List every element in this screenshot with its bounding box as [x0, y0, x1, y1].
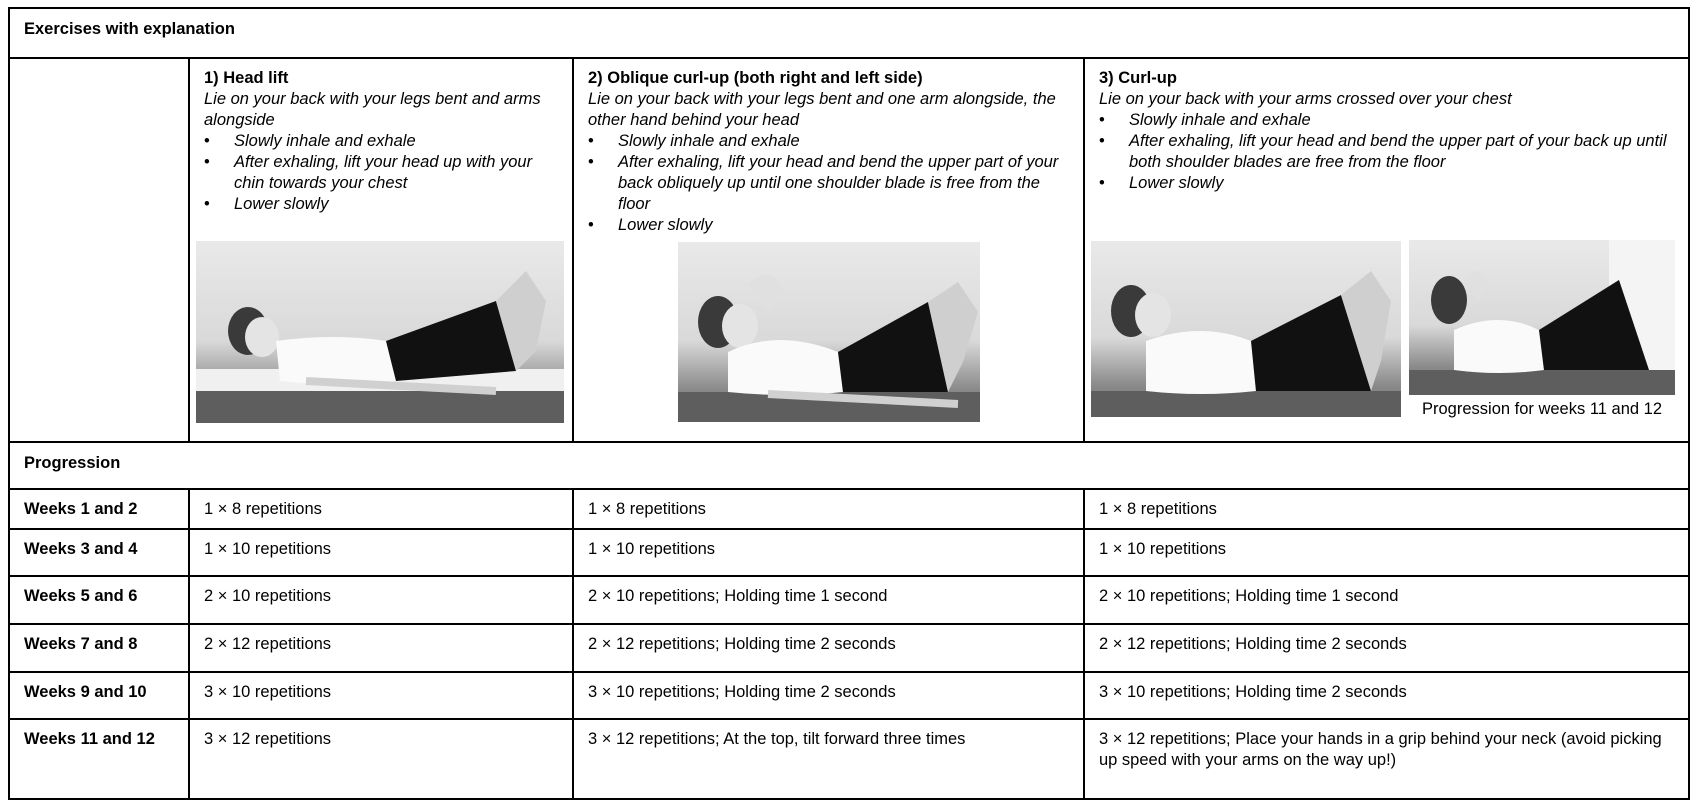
exercise-row: [9, 58, 1689, 442]
exercise-2-cell: [573, 58, 1084, 442]
exercise-1-intro: Lie on your back with your legs bent and arms alongside: [204, 90, 541, 129]
person-curl-up-illustration: [1091, 241, 1401, 417]
table-row: [9, 624, 1689, 672]
cell-value: 3 × 12 repetitions; Place your hands in a grip behind your neck (avoid picking up speed with your arms on the way up!): [1099, 730, 1662, 769]
cell-value: 2 × 12 repetitions: [204, 635, 332, 653]
table-cell: [189, 529, 573, 576]
table-cell: [189, 672, 573, 719]
progression-title: Progression: [24, 454, 121, 472]
cell-value: 3 × 10 repetitions; Holding time 2 seconds: [588, 683, 896, 701]
cell-value: 1 × 10 repetitions: [204, 540, 332, 558]
exercise-1-title: 1) Head lift: [204, 69, 289, 87]
table-cell: [573, 489, 1084, 529]
cell-value: 1 × 10 repetitions: [1099, 540, 1227, 558]
cell-value: 2 × 10 repetitions; Holding time 1 second: [588, 587, 888, 605]
table-cell: [1084, 719, 1689, 799]
cell-value: 2 × 10 repetitions; Holding time 1 second: [1099, 587, 1399, 605]
exercise-1-step: • After exhaling, lift your head up with your chin towards your chest: [204, 152, 558, 194]
weeks-label: Weeks 9 and 10: [24, 683, 147, 701]
cell-value: 1 × 10 repetitions: [588, 540, 716, 558]
table-cell: [189, 489, 573, 529]
exercise-3-photo: [1091, 241, 1401, 417]
cell-value: 2 × 12 repetitions; Holding time 2 seconds: [588, 635, 896, 653]
table-cell: [573, 719, 1084, 799]
person-oblique-illustration: [678, 242, 980, 422]
exercise-1-step: • Slowly inhale and exhale: [204, 131, 558, 152]
exercise-table: [8, 7, 1690, 800]
table-cell: [573, 576, 1084, 624]
weeks-label-cell: [9, 624, 189, 672]
cell-value: 3 × 10 repetitions: [204, 683, 332, 701]
cell-value: 3 × 10 repetitions; Holding time 2 seconds: [1099, 683, 1407, 701]
weeks-label: Weeks 7 and 8: [24, 635, 138, 653]
exercise-2-steps: [588, 131, 1069, 236]
progression-header-row: [9, 442, 1689, 489]
exercise-2-title: 2) Oblique curl-up (both right and left side): [588, 69, 923, 87]
table-cell: [189, 719, 573, 799]
progression-header-cell: [9, 442, 1689, 489]
exercise-2-photo: [678, 242, 980, 422]
table-cell: [1084, 672, 1689, 719]
table-cell: [1084, 624, 1689, 672]
exercise-3-step: • Slowly inhale and exhale: [1099, 110, 1674, 131]
table-cell: [1084, 576, 1689, 624]
cell-value: 1 × 8 repetitions: [1099, 500, 1217, 518]
table-cell: [573, 529, 1084, 576]
exercise-1-step: • Lower slowly: [204, 194, 558, 215]
weeks-label: Weeks 1 and 2: [24, 500, 138, 518]
exercise-1-cell: [189, 58, 573, 442]
weeks-label-cell: [9, 719, 189, 799]
weeks-label: Weeks 5 and 6: [24, 587, 138, 605]
empty-label-cell: [9, 58, 189, 442]
cell-value: 2 × 10 repetitions: [204, 587, 332, 605]
weeks-label: Weeks 11 and 12: [24, 730, 155, 748]
exercise-2-step: • Lower slowly: [588, 215, 1069, 236]
person-lying-illustration: [196, 241, 564, 423]
table-row: [9, 719, 1689, 799]
exercise-3-title: 3) Curl-up: [1099, 69, 1177, 87]
table-cell: [573, 624, 1084, 672]
weeks-label-cell: [9, 529, 189, 576]
weeks-label-cell: [9, 576, 189, 624]
cell-value: 1 × 8 repetitions: [204, 500, 322, 518]
person-hands-behind-neck-illustration: [1409, 240, 1675, 395]
exercise-3-intro: Lie on your back with your arms crossed over your chest: [1099, 90, 1512, 108]
exercise-1-photo: [196, 241, 564, 423]
weeks-label: Weeks 3 and 4: [24, 540, 138, 558]
header-cell: [9, 8, 1689, 58]
weeks-label-cell: [9, 489, 189, 529]
table-row: [9, 672, 1689, 719]
table-cell: [189, 576, 573, 624]
cell-value: 3 × 12 repetitions; At the top, tilt forward three times: [588, 730, 966, 748]
cell-value: 2 × 12 repetitions; Holding time 2 seconds: [1099, 635, 1407, 653]
weeks-label-cell: [9, 672, 189, 719]
exercise-2-intro: Lie on your back with your legs bent and one arm alongside, the other hand behind your head: [588, 90, 1056, 129]
cell-value: 3 × 12 repetitions: [204, 730, 332, 748]
table-cell: [189, 624, 573, 672]
exercise-2-step: • After exhaling, lift your head and bend the upper part of your back obliquely up until one shoulder blade is free from the floor: [588, 152, 1069, 215]
table-cell: [573, 672, 1084, 719]
exercise-2-step: • Slowly inhale and exhale: [588, 131, 1069, 152]
table-cell: [1084, 529, 1689, 576]
exercise-3-steps: [1099, 110, 1674, 194]
table-row: [9, 576, 1689, 624]
table-cell: [1084, 489, 1689, 529]
exercise-3-cell: [1084, 58, 1689, 442]
photo-caption: Progression for weeks 11 and 12: [1422, 400, 1662, 418]
cell-value: 1 × 8 repetitions: [588, 500, 706, 518]
exercise-1-steps: [204, 131, 558, 215]
table-row: [9, 529, 1689, 576]
table-row: [9, 489, 1689, 529]
exercise-3-progression-photo: [1409, 240, 1675, 395]
header-row: [9, 8, 1689, 58]
table-title: Exercises with explanation: [24, 20, 235, 38]
exercise-3-step: • Lower slowly: [1099, 173, 1674, 194]
exercise-3-step: • After exhaling, lift your head and bend the upper part of your back up until both shoulder blades are free from the floor: [1099, 131, 1674, 173]
